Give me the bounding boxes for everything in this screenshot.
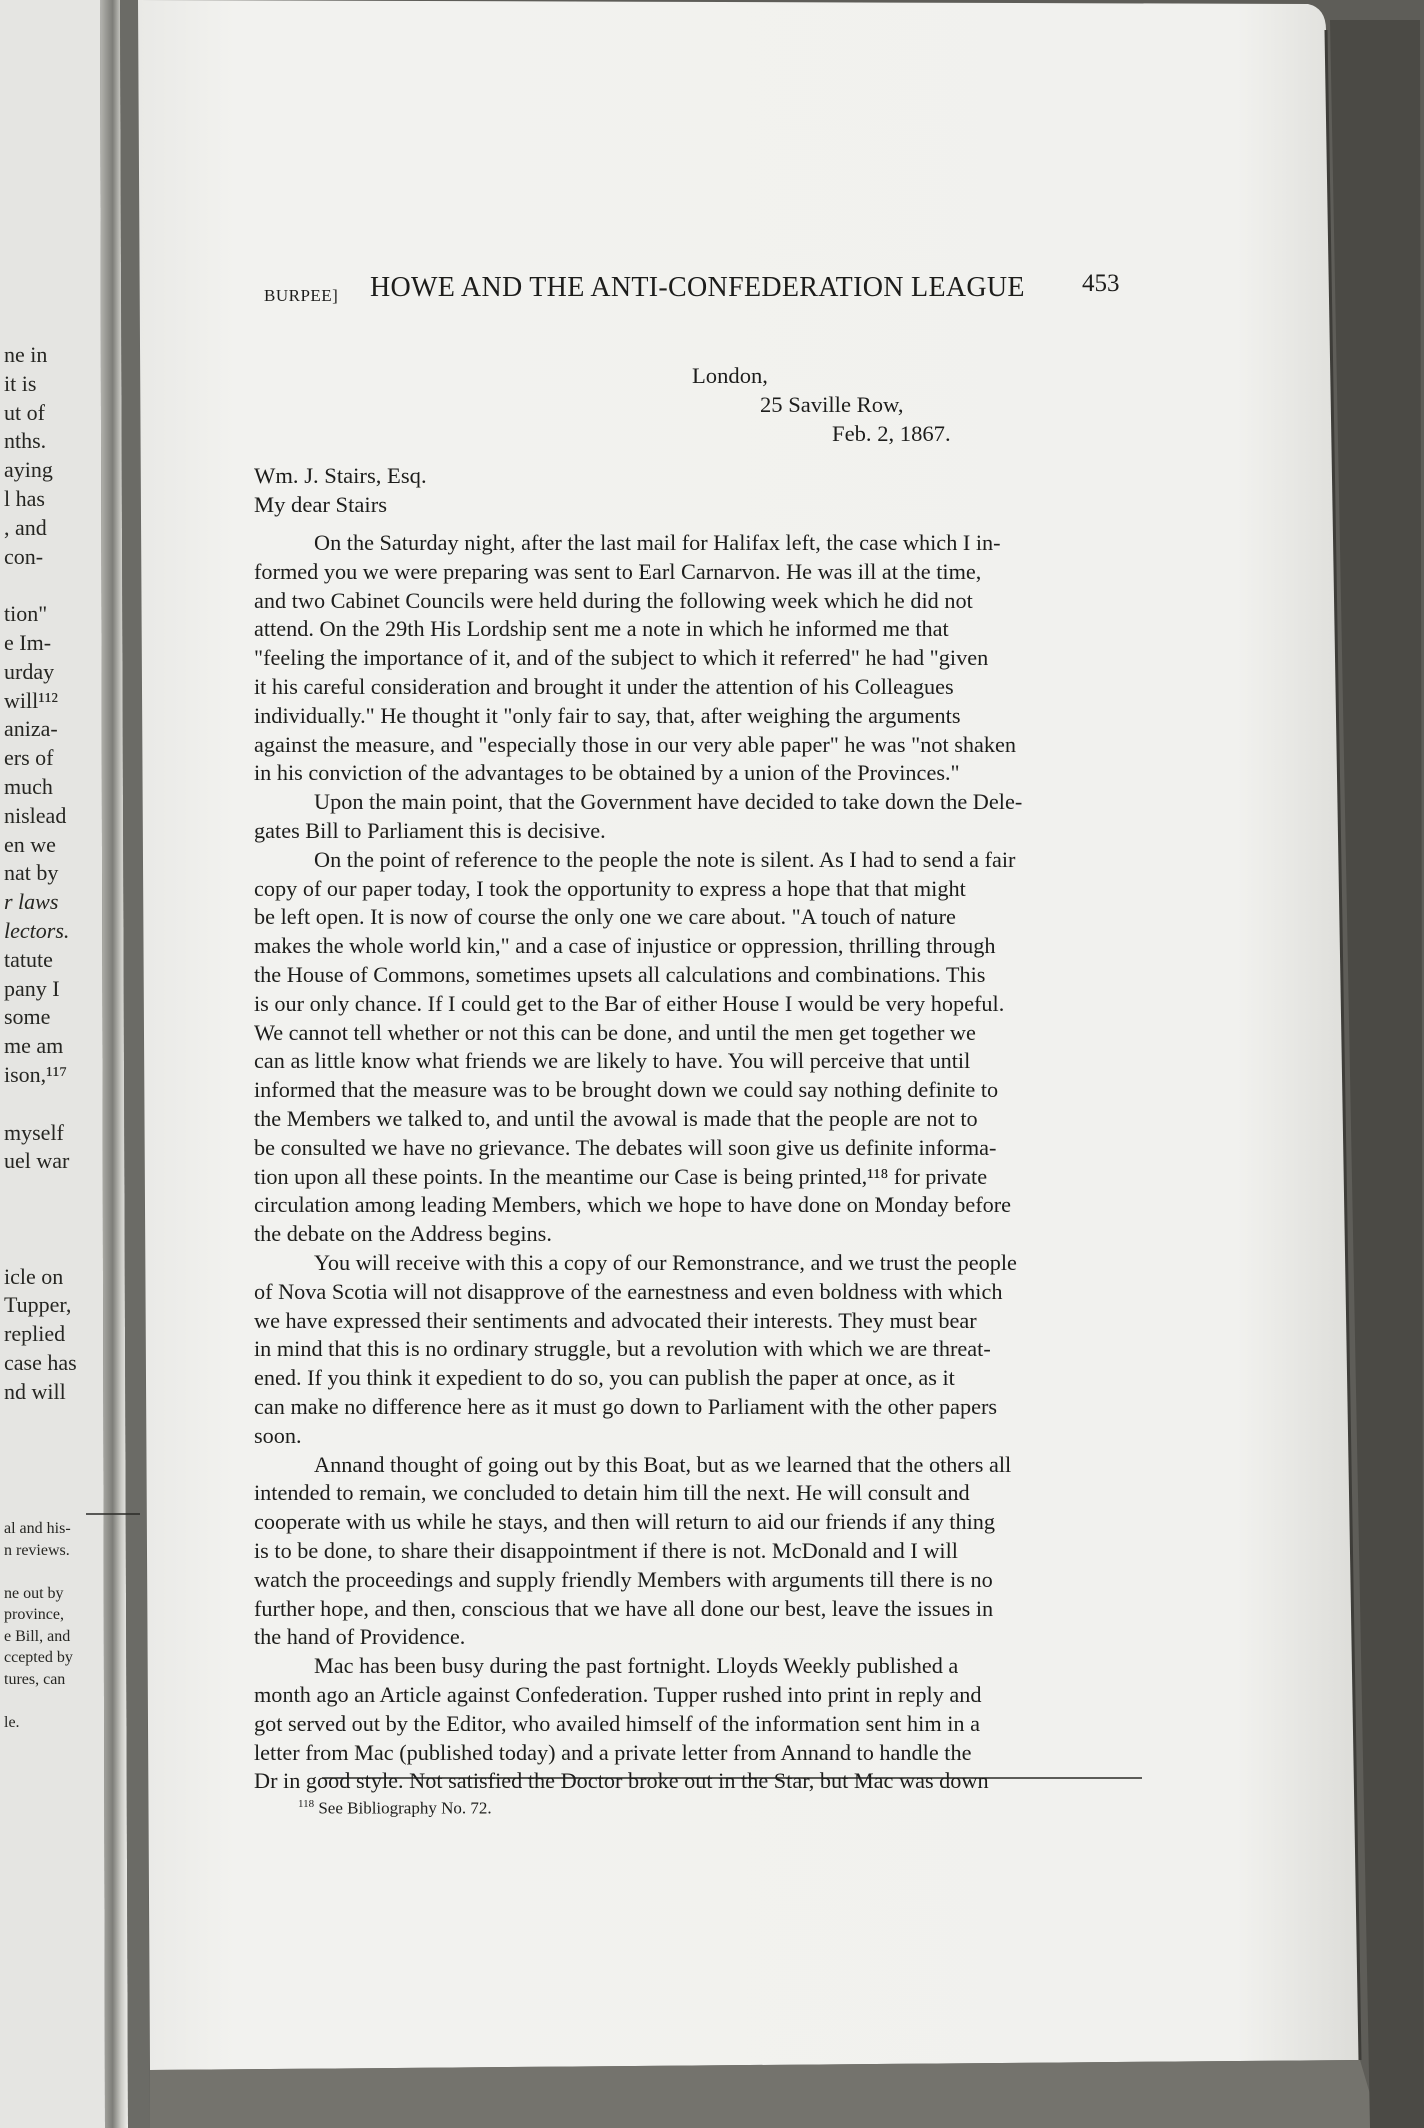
left-page-line: , and bbox=[4, 514, 47, 540]
letter-line: watch the proceedings and supply friendly Members with arguments till there is no bbox=[254, 1566, 993, 1592]
left-page-line: Tupper, bbox=[4, 1292, 72, 1318]
left-footnote-line: province, bbox=[4, 1606, 64, 1623]
left-page-line: ne in bbox=[4, 342, 48, 367]
letter-line: in his conviction of the advantages to be obtained by a union of the Provinces." bbox=[254, 760, 960, 786]
left-page-line: nd will bbox=[4, 1378, 66, 1404]
letter-line: circulation among leading Members, which we hope to have done on Monday before bbox=[254, 1192, 1012, 1218]
left-page-line: lectors. bbox=[4, 917, 70, 943]
letter-line: informed that the measure was to be brought down we could say nothing definite to bbox=[254, 1077, 999, 1103]
left-footnote-line bbox=[4, 1690, 73, 1712]
left-page-line bbox=[4, 1234, 77, 1263]
left-footnote-line: tures, can bbox=[4, 1670, 66, 1688]
letter-line: be consulted we have no grievance. The debates will soon give us definite informa- bbox=[254, 1134, 997, 1160]
left-page-line: uel war bbox=[4, 1148, 70, 1174]
letter-line: We cannot tell whether or not this can be done, and until the men get together we bbox=[254, 1019, 976, 1045]
letter-line: "feeling the importance of it, and of the subject to which it referred" he had "given bbox=[254, 645, 989, 671]
left-page-line: urday bbox=[4, 658, 55, 684]
left-page-line: en we bbox=[4, 831, 56, 857]
letter-address: 25 Saville Row, bbox=[760, 392, 904, 417]
left-page-line: aniza- bbox=[4, 716, 58, 742]
left-footnote-line: n reviews. bbox=[4, 1541, 70, 1559]
footnote-marker: 118 bbox=[298, 1798, 315, 1810]
left-page-line: ut of bbox=[4, 399, 45, 425]
letter-line: Mac has been busy during the past fortnight. Lloyds Weekly published a bbox=[314, 1653, 959, 1679]
left-page-line: nths. bbox=[4, 428, 47, 454]
letter-line: soon. bbox=[254, 1422, 302, 1448]
letter-line: Dr in good style. Not satisfied the Doctor broke out in the Star, but Mac was down bbox=[254, 1768, 989, 1794]
running-head-title: HOWE AND THE ANTI-CONFEDERATION LEAGUE bbox=[370, 272, 1025, 303]
left-page-line: nat by bbox=[4, 860, 59, 886]
letter-line: gates Bill to Parliament this is decisive. bbox=[254, 818, 606, 843]
left-page-line: it is bbox=[4, 370, 37, 396]
letter-line: attend. On the 29th His Lordship sent me a note in which he informed me that bbox=[254, 616, 949, 642]
left-footnote-line: ne out by bbox=[4, 1584, 64, 1602]
left-page-line: icle on bbox=[4, 1263, 64, 1289]
left-footnote-line: e Bill, and bbox=[4, 1627, 71, 1645]
letter-line: got served out by the Editor, who availed himself of the information sent him in a bbox=[254, 1710, 980, 1736]
letter-recipient: Wm. J. Stairs, Esq. bbox=[254, 463, 427, 488]
letter-line: On the Saturday night, after the last mail for Halifax left, the case which I in- bbox=[314, 530, 1001, 555]
left-page-line: e Im- bbox=[4, 629, 52, 655]
letter-line: the hand of Providence. bbox=[254, 1624, 466, 1650]
left-footnote-line bbox=[4, 1561, 73, 1583]
left-page-line: me am bbox=[4, 1033, 64, 1059]
letter-line: Annand thought of going out by this Boat, but as we learned that the others all bbox=[314, 1451, 1012, 1477]
letter-line: Upon the main point, that the Government have decided to take down the Dele- bbox=[314, 789, 1023, 815]
left-page-line: case has bbox=[4, 1349, 77, 1375]
left-footnote-line: ccepted by bbox=[4, 1649, 73, 1666]
left-page-line: some bbox=[4, 1004, 51, 1030]
letter-line: intended to remain, we concluded to detain him till the next. He will consult and bbox=[254, 1480, 970, 1506]
left-page-line bbox=[4, 1176, 77, 1205]
footnote-text: See Bibliography No. 72. bbox=[318, 1798, 492, 1818]
letter-date: Feb. 2, 1867. bbox=[832, 421, 951, 446]
letter-line: against the measure, and "especially those in our very able paper" he was "not shaken bbox=[254, 731, 1017, 757]
letter-line: and two Cabinet Councils were held during the following week which he did not bbox=[254, 587, 973, 613]
page-number: 453 bbox=[1082, 270, 1120, 297]
letter-place: London, bbox=[692, 363, 768, 388]
letter-line: can as little know what friends we are likely to have. You will perceive that until bbox=[254, 1048, 971, 1074]
left-page-line bbox=[4, 1205, 77, 1234]
letter-line: letter from Mac (published today) and a private letter from Annand to handle the bbox=[254, 1739, 972, 1765]
letter-line: the debate on the Address begins. bbox=[254, 1221, 552, 1247]
left-page-line bbox=[4, 571, 77, 600]
left-page-line: tatute bbox=[4, 946, 53, 972]
left-page-line: myself bbox=[4, 1119, 64, 1145]
left-page-line: con- bbox=[4, 543, 44, 569]
left-page-line: aying bbox=[4, 457, 53, 483]
left-footnote-line: al and his- bbox=[4, 1520, 71, 1537]
running-head-author: BURPEE] bbox=[264, 286, 339, 305]
letter-salutation: My dear Stairs bbox=[254, 492, 388, 517]
letter-line: You will receive with this a copy of our Remonstrance, and we trust the people bbox=[314, 1250, 1017, 1275]
letter-line: be left open. It is now of course the only one we care about. "A touch of nature bbox=[254, 904, 956, 930]
letter-line: can make no difference here as it must go down to Parliament with the other papers bbox=[254, 1394, 998, 1419]
left-footnote-line: le. bbox=[4, 1713, 20, 1731]
letter-line: formed you we were preparing was sent to Earl Carnarvon. He was ill at the time, bbox=[254, 558, 982, 584]
letter-line: is our only chance. If I could get to the Bar of either House I would be very hopeful. bbox=[254, 990, 1005, 1016]
letter-line: it his careful consideration and brought it under the attention of his Colleagues bbox=[254, 674, 954, 699]
left-page-line: r laws bbox=[4, 889, 59, 915]
letter-line: we have expressed their sentiments and advocated their interests. They must bear bbox=[254, 1307, 977, 1333]
left-page-line: nislead bbox=[4, 802, 67, 828]
letter-line: ened. If you think it expedient to do so, you can publish the paper at once, as it bbox=[254, 1365, 955, 1391]
left-page-line: pany I bbox=[4, 975, 60, 1001]
letter-line: tion upon all these points. In the meantime our Case is being printed,¹¹⁸ for private bbox=[254, 1163, 988, 1189]
left-page-line: ers of bbox=[4, 745, 54, 771]
letter-line: in mind that this is no ordinary struggle, but a revolution with which we are threat- bbox=[254, 1336, 991, 1362]
letter-line: is to be done, to share their disappointment if there is not. McDonald and I will bbox=[254, 1538, 958, 1563]
letter-line: makes the whole world kin," and a case of injustice or oppression, thrilling through bbox=[254, 933, 996, 959]
left-page-line: much bbox=[4, 773, 53, 799]
left-page-line: will¹¹² bbox=[4, 687, 59, 713]
left-page-line: tion" bbox=[4, 601, 48, 627]
left-page-footnotes bbox=[4, 1518, 73, 1733]
letter-line: month ago an Article against Confederation. Tupper rushed into print in reply and bbox=[254, 1682, 982, 1707]
left-page-line: replied bbox=[4, 1321, 66, 1347]
letter-line: cooperate with us while he stays, and then will return to aid our friends if any thing bbox=[254, 1509, 996, 1535]
letter-line: On the point of reference to the people the note is silent. As I had to send a fair bbox=[314, 846, 1016, 872]
footnote bbox=[298, 1798, 492, 1819]
letter-line: individually." He thought it "only fair to say, that, after weighing the arguments bbox=[254, 702, 961, 728]
letter-line: copy of our paper today, I took the opportunity to express a hope that that might bbox=[254, 875, 966, 901]
left-page-line: ison,¹¹⁷ bbox=[4, 1061, 68, 1087]
left-page-line: l has bbox=[4, 485, 45, 511]
left-page-text bbox=[4, 341, 77, 1406]
letter-line: the House of Commons, sometimes upsets all calculations and combinations. This bbox=[254, 962, 986, 987]
left-page-line bbox=[4, 1090, 77, 1119]
letter-line: the Members we talked to, and until the avowal is made that the people are not to bbox=[254, 1106, 978, 1131]
letter-line: of Nova Scotia will not disapprove of the earnestness and even boldness with which bbox=[254, 1278, 1003, 1304]
letter-line: further hope, and then, conscious that we have all done our best, leave the issues in bbox=[254, 1595, 994, 1621]
